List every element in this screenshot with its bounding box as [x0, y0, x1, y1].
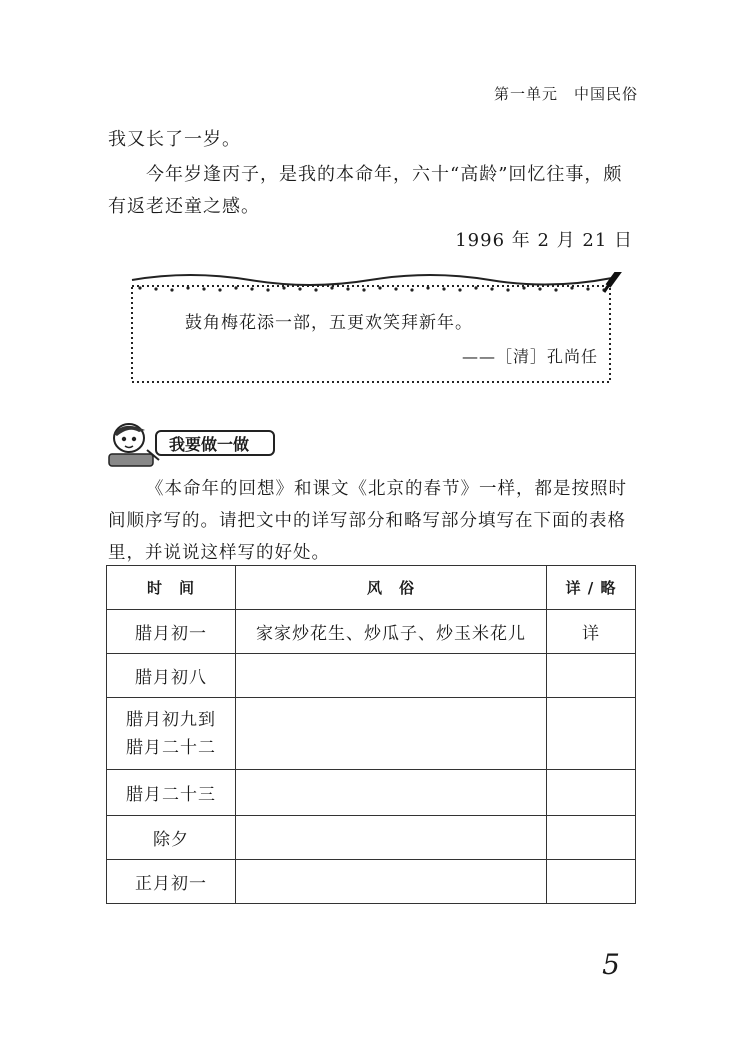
cell-detail[interactable]	[547, 860, 636, 904]
activity-title: 我要做一做	[155, 430, 275, 456]
cell-detail: 详	[547, 610, 636, 654]
cell-detail[interactable]	[547, 770, 636, 816]
quote-text: 鼓角梅花添一部，五更欢笑拜新年。	[185, 313, 473, 333]
cell-custom[interactable]	[236, 654, 547, 698]
quote-author: ——［清］孔尚任	[461, 347, 598, 366]
table-header-row	[107, 566, 636, 610]
page-number: 5	[602, 948, 620, 981]
customs-table	[106, 565, 636, 904]
activity-heading	[103, 420, 283, 470]
cell-time: 腊月初一	[107, 610, 236, 654]
header-detail: 详 / 略	[547, 566, 636, 610]
cell-custom[interactable]	[236, 816, 547, 860]
activity-instructions: 《本命年的回想》和课文《北京的春节》一样，都是按照时间顺序写的。请把文中的详写部分和略写部分填写在下面的表格里，并说说这样写的好处。	[108, 479, 627, 563]
running-header: 第一单元 中国民俗	[493, 85, 638, 103]
cell-time: 腊月二十三	[107, 770, 236, 816]
quote-box	[130, 272, 612, 384]
date-line: 1996 年 2 月 21 日	[455, 230, 633, 251]
cell-custom[interactable]	[236, 770, 547, 816]
cell-custom: 家家炒花生、炒瓜子、炒玉米花儿	[236, 610, 547, 654]
table-row	[107, 816, 636, 860]
table-row	[107, 698, 636, 770]
pencil-icon	[604, 272, 624, 292]
cell-custom[interactable]	[236, 698, 547, 770]
table-row	[107, 654, 636, 698]
cell-detail[interactable]	[547, 654, 636, 698]
cell-time: 除夕	[107, 816, 236, 860]
cell-custom[interactable]	[236, 860, 547, 904]
body-paragraph-1: 我又长了一岁。	[108, 129, 241, 150]
header-custom: 风 俗	[236, 566, 547, 610]
table-row	[107, 860, 636, 904]
cell-time: 腊月初八	[107, 654, 236, 698]
cell-detail[interactable]	[547, 698, 636, 770]
cell-time: 正月初一	[107, 860, 236, 904]
cell-time: 腊月初九到腊月二十二	[107, 698, 236, 770]
table-row	[107, 610, 636, 654]
table-row	[107, 770, 636, 816]
header-time: 时 间	[107, 566, 236, 610]
cell-detail[interactable]	[547, 816, 636, 860]
student-mascot-icon	[103, 420, 163, 470]
body-paragraph-2: 今年岁逢丙子，是我的本命年，六十“高龄”回忆往事，颇有返老还童之感。	[108, 164, 623, 217]
